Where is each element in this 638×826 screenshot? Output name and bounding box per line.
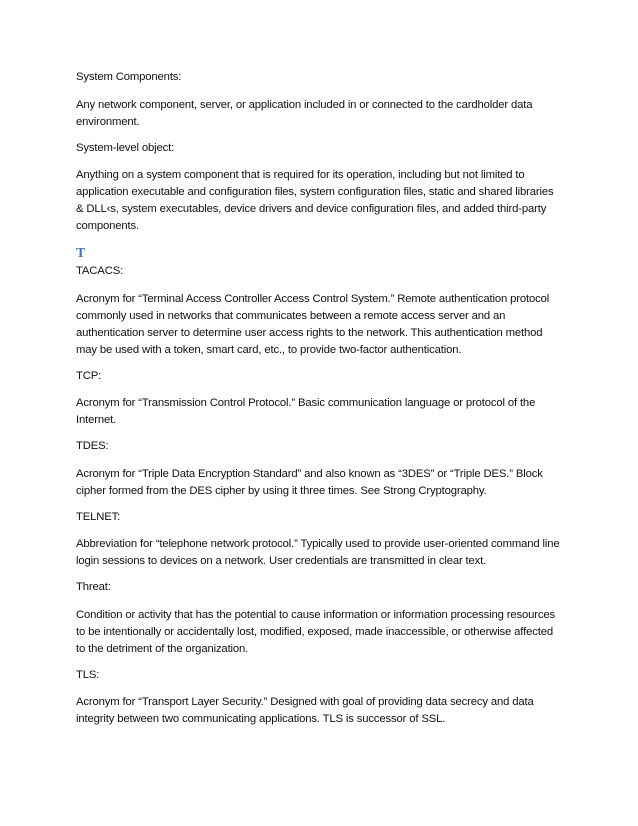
entry-term: TDES: xyxy=(76,440,109,452)
glossary-body xyxy=(76,69,560,728)
entry-term: System-level object: xyxy=(76,141,175,154)
glossary-entry xyxy=(76,667,560,729)
entry-definition: Condition or activity that has the potential to cause information or information processing resources to be intentionally or accidentally lost, modified, exposed, made inaccessible, or otherwise affected to the detriment of the organization. xyxy=(76,608,556,655)
glossary-entry xyxy=(76,438,560,500)
glossary-entry xyxy=(76,263,560,359)
entry-definition: Anything on a system component that is required for its operation, including but not limited to application executable and configuration files, system configuration files, static and shared libraries & DLL‹s, system executables, device drivers and device configuration files, and added third-party components. xyxy=(76,169,554,232)
entry-definition: Acronym for “Terminal Access Controller Access Control System.” Remote authentication protocol commonly used in networks that communicates between a remote access server and an authentication server to determine user access rights to the network. This authentication method may be used with a token, smart card, etc., to provide two-factor authentication. xyxy=(76,292,550,356)
entry-term: TLS: xyxy=(76,668,100,681)
entry-term: Threat: xyxy=(76,581,111,593)
entry-definition: Any network component, server, or application included in or connected to the cardholder data environment. xyxy=(76,98,533,128)
entry-term: TACACS: xyxy=(76,265,124,277)
glossary-entry xyxy=(76,140,560,236)
entry-term: TELNET: xyxy=(76,510,121,523)
entry-definition: Acronym for “Transmission Control Protocol.” Basic communication language or protocol of the Internet. xyxy=(76,397,536,426)
entry-definition: Abbreviation for “telephone network protocol.” Typically used to provide user-oriented command line login sessions to devices on a network. User credentials are transmitted in clear text. xyxy=(76,538,560,567)
glossary-entry xyxy=(76,368,560,430)
glossary-entry xyxy=(76,509,560,571)
glossary-entry xyxy=(76,69,560,131)
entry-term: System Components: xyxy=(76,71,182,83)
section-letter-heading: T xyxy=(76,246,86,261)
entry-definition: Acronym for “Triple Data Encryption Standard” and also known as “3DES” or “Triple DES.” Block cipher formed from the DES cipher by using it three times. See Strong Cryptography. xyxy=(76,467,543,497)
entry-definition: Acronym for “Transport Layer Security.” Designed with goal of providing data secrecy and data integrity between two communicating applications. TLS is successor of SSL. xyxy=(76,696,534,725)
glossary-entry xyxy=(76,579,560,658)
entry-term: TCP: xyxy=(76,369,102,382)
